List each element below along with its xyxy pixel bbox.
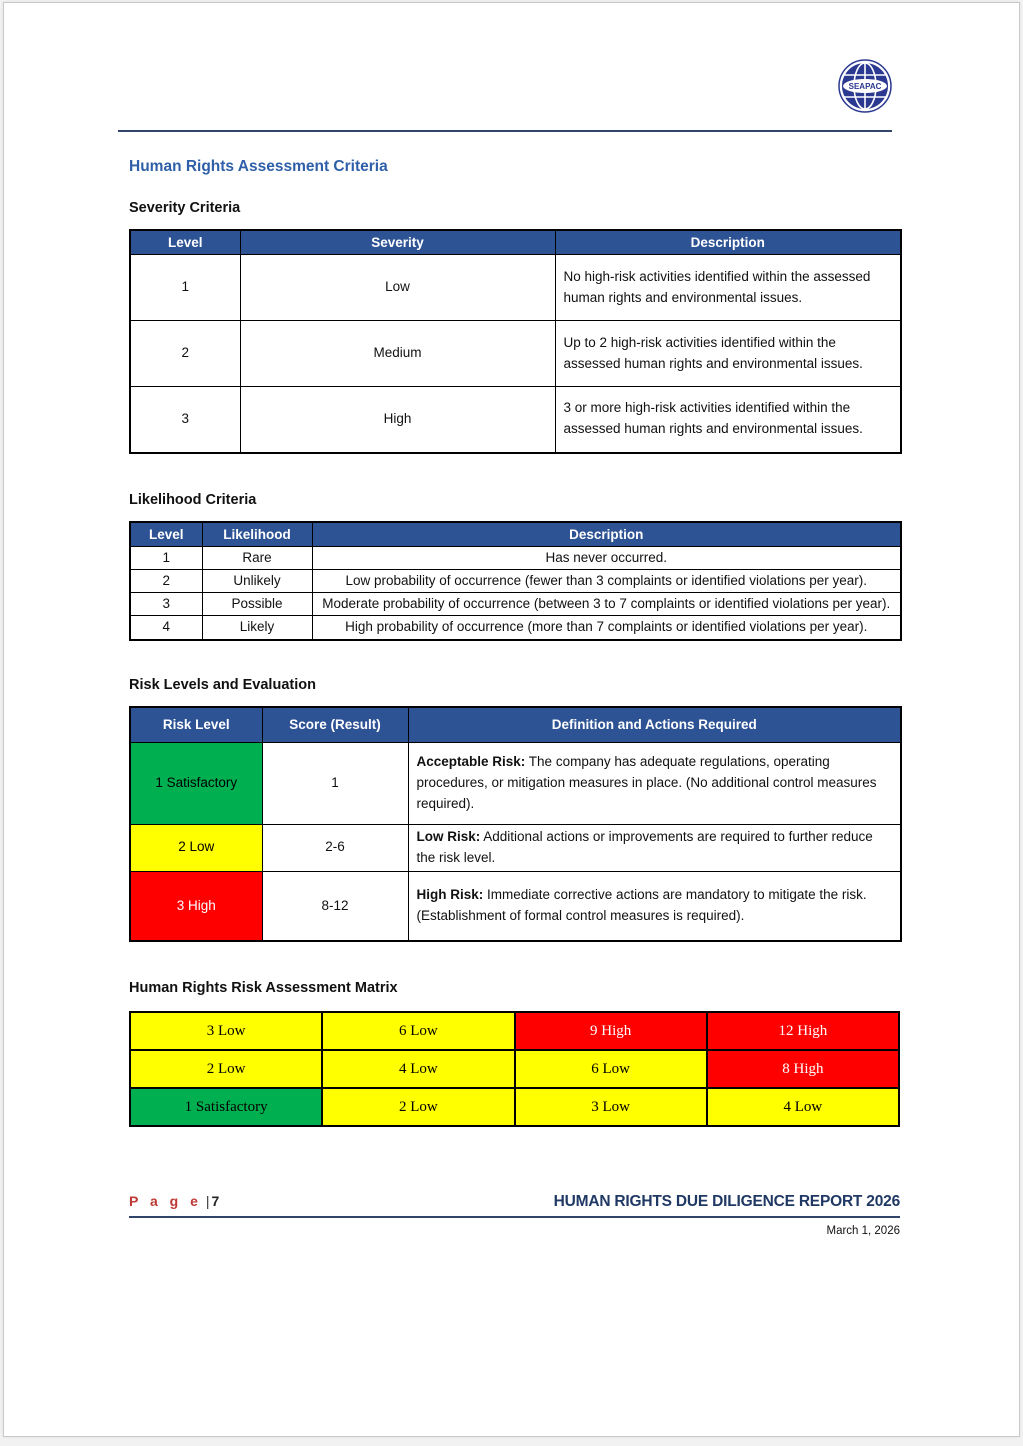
risk-level-badge: 3 High [130, 871, 262, 941]
risk-score: 2-6 [262, 825, 408, 872]
matrix-cell: 3 Low [130, 1012, 322, 1050]
likelihood-col-level: Level [130, 522, 202, 547]
severity-heading: Severity Criteria [129, 200, 241, 216]
matrix-cell: 1 Satisfactory [130, 1088, 322, 1126]
page-label: P a g e [129, 1193, 202, 1210]
page-content [129, 3, 900, 1237]
severity-description: No high-risk activities identified within the assessed human rights and environmental issues. [555, 255, 901, 321]
likelihood-value: Possible [202, 593, 312, 616]
table-row [130, 255, 901, 321]
risk-header-row [130, 707, 901, 743]
footer-date: March 1, 2026 [826, 1225, 900, 1238]
likelihood-description: Moderate probability of occurrence (between 3 to 7 complaints or identified violations per year). [312, 593, 901, 616]
likelihood-col-description: Description [312, 522, 901, 547]
risk-level-badge: 2 Low [130, 825, 262, 872]
page-title: Human Rights Assessment Criteria [129, 158, 388, 175]
risk-definition-lead: Low Risk: [416, 829, 481, 844]
risk-levels-heading: Risk Levels and Evaluation [129, 676, 316, 693]
risk-definition-rest: Immediate corrective actions are mandatory to mitigate the risk. (Establishment of formal control measures is required). [416, 887, 867, 924]
severity-col-description: Description [555, 230, 901, 255]
matrix-cell: 2 Low [130, 1050, 322, 1088]
severity-table [129, 229, 902, 454]
risk-level-badge: 1 Satisfactory [130, 743, 262, 825]
page-number-value: 7 [211, 1193, 220, 1210]
logo-text: SEAPAC [848, 82, 882, 91]
matrix-cell: 12 High [707, 1012, 899, 1050]
risk-definition-lead: Acceptable Risk: [416, 754, 526, 770]
matrix-cell: 3 Low [515, 1088, 707, 1126]
table-row [130, 743, 901, 825]
likelihood-value: Likely [202, 616, 312, 640]
table-row [130, 871, 901, 941]
likelihood-value: Rare [202, 546, 312, 569]
risk-col-definition: Definition and Actions Required [408, 707, 901, 743]
risk-levels-table [129, 706, 902, 943]
matrix-cell: 9 High [515, 1012, 707, 1050]
page-footer [129, 1193, 900, 1211]
table-row [130, 593, 901, 616]
likelihood-level: 1 [130, 546, 202, 569]
report-title: HUMAN RIGHTS DUE DILIGENCE REPORT 2026 [553, 1193, 900, 1211]
matrix-heading: Human Rights Risk Assessment Matrix [129, 980, 398, 997]
likelihood-heading: Likelihood Criteria [129, 491, 257, 508]
matrix-row [130, 1012, 899, 1050]
severity-level: 1 [130, 255, 240, 321]
likelihood-col-likelihood: Likelihood [202, 522, 312, 547]
severity-description: 3 or more high-risk activities identified within the assessed human rights and environmental issues. [555, 387, 901, 453]
risk-score: 8-12 [262, 871, 408, 941]
matrix-row [130, 1088, 899, 1126]
matrix-cell: 6 Low [322, 1012, 514, 1050]
matrix-cell: 4 Low [322, 1050, 514, 1088]
likelihood-level: 3 [130, 593, 202, 616]
risk-definition [408, 825, 901, 872]
risk-col-level: Risk Level [130, 707, 262, 743]
risk-definition-rest: The company has adequate regulations, operating procedures, or mitigation measures in place. (No additional control measures required). [416, 754, 877, 811]
document-page [3, 2, 1020, 1437]
table-row [130, 546, 901, 569]
risk-definition-lead: High Risk: [416, 887, 484, 903]
severity-value: Low [240, 255, 555, 321]
severity-level: 3 [130, 387, 240, 453]
severity-header-row [130, 230, 901, 255]
likelihood-description: Has never occurred. [312, 546, 901, 569]
matrix-cell: 2 Low [322, 1088, 514, 1126]
footer-divider [129, 1216, 900, 1218]
page-separator: | [205, 1193, 210, 1210]
severity-value: Medium [240, 321, 555, 387]
likelihood-value: Unlikely [202, 569, 312, 592]
table-row [130, 387, 901, 453]
severity-value: High [240, 387, 555, 453]
likelihood-table [129, 521, 902, 641]
table-row [130, 321, 901, 387]
likelihood-description: High probability of occurrence (more than 7 complaints or identified violations per year). [312, 616, 901, 640]
risk-definition [408, 871, 901, 941]
matrix-cell: 6 Low [515, 1050, 707, 1088]
likelihood-description: Low probability of occurrence (fewer than 3 complaints or identified violations per year). [312, 569, 901, 592]
risk-score: 1 [262, 743, 408, 825]
table-row [130, 825, 901, 872]
table-row [130, 616, 901, 640]
likelihood-level: 2 [130, 569, 202, 592]
risk-definition [408, 743, 901, 825]
severity-level: 2 [130, 321, 240, 387]
likelihood-header-row [130, 522, 901, 547]
likelihood-level: 4 [130, 616, 202, 640]
page-number [129, 1193, 219, 1209]
severity-description: Up to 2 high-risk activities identified within the assessed human rights and environmental issues. [555, 321, 901, 387]
risk-matrix [129, 1011, 900, 1127]
risk-definition-rest: Additional actions or improvements are required to further reduce the risk level. [416, 829, 873, 865]
table-row [130, 569, 901, 592]
risk-col-score: Score (Result) [262, 707, 408, 743]
severity-col-level: Level [130, 230, 240, 255]
matrix-row [130, 1050, 899, 1088]
matrix-cell: 8 High [707, 1050, 899, 1088]
severity-col-severity: Severity [240, 230, 555, 255]
matrix-cell: 4 Low [707, 1088, 899, 1126]
